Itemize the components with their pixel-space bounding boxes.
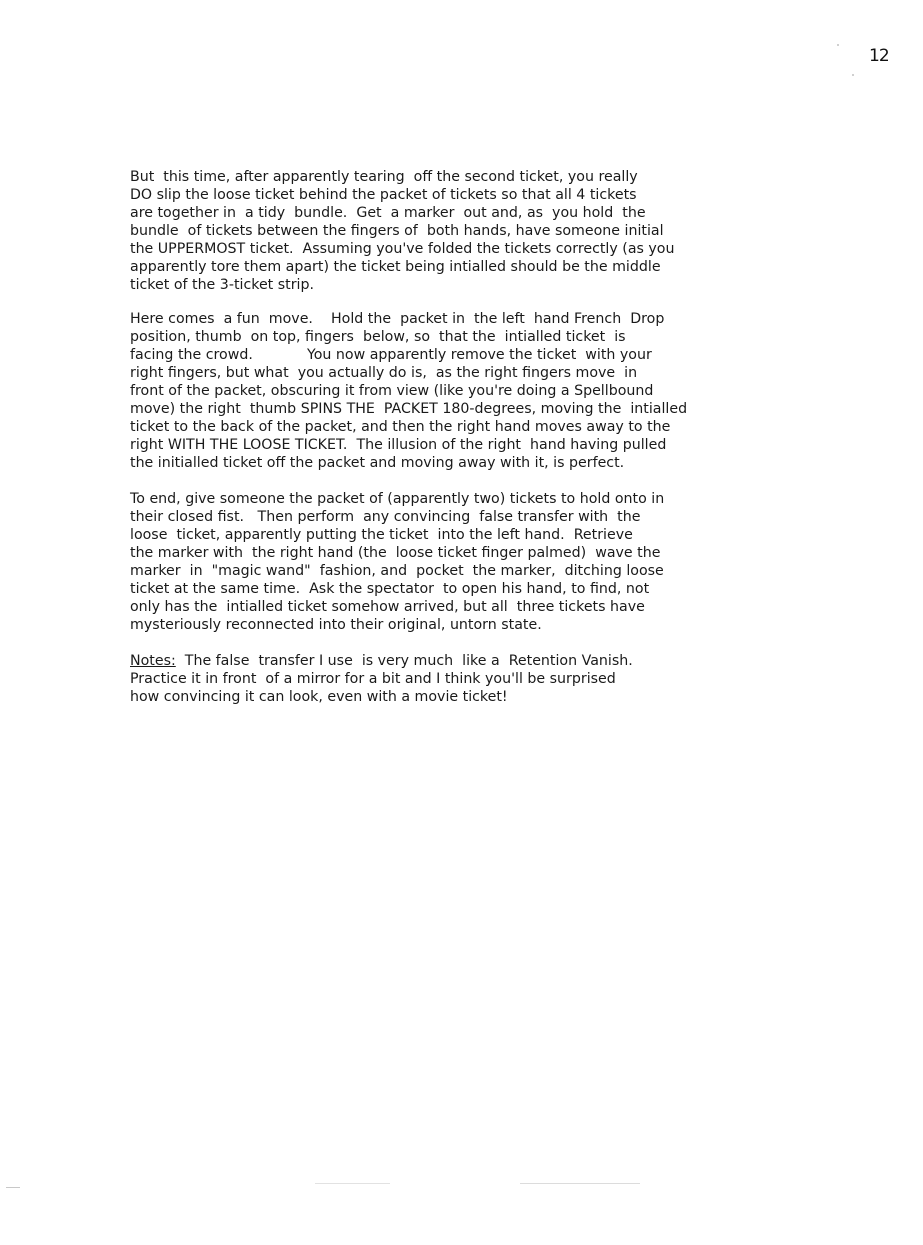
text-line: facing the crowd. You now apparently remove the ticket with your <box>130 347 652 363</box>
scan-artifact <box>520 1183 640 1184</box>
text-line <box>130 652 890 670</box>
text-line: Practice it in front of a mirror for a bit and I think you'll be surprised <box>130 671 616 687</box>
text-line: ticket at the same time. Ask the spectator to open his hand, to find, not <box>130 581 650 597</box>
text-line: the UPPERMOST ticket. Assuming you've folded the tickets correctly (as you <box>130 241 675 257</box>
text-line: mysteriously reconnected into their original, untorn state. <box>130 617 542 633</box>
paragraph-notes <box>130 652 890 706</box>
text-line: right fingers, but what you actually do is, as the right fingers move in <box>130 365 638 381</box>
text-line: the marker with the right hand (the loose ticket finger palmed) wave the <box>130 545 661 561</box>
text-line: their closed fist. Then perform any convincing false transfer with the <box>130 509 641 525</box>
text-line: Here comes a fun move. Hold the packet in the left hand French Drop <box>130 311 665 327</box>
scan-artifact <box>315 1183 390 1184</box>
text-line: DO slip the loose ticket behind the packet of tickets so that all 4 tickets <box>130 187 637 203</box>
text-line: the initialled ticket off the packet and moving away with it, is perfect. <box>130 455 625 471</box>
notes-first-line: The false transfer I use is very much like a Retention Vanish. <box>175 653 633 669</box>
text-line: apparently tore them apart) the ticket being intialled should be the middle <box>130 259 661 275</box>
text-line: bundle of tickets between the fingers of both hands, have someone initial <box>130 223 664 239</box>
paragraph-move <box>130 310 890 472</box>
text-line: only has the intialled ticket somehow arrived, but all three tickets have <box>130 599 645 615</box>
text-line: But this time, after apparently tearing off the second ticket, you really <box>130 169 638 185</box>
paragraph-setup <box>130 168 890 294</box>
page-number: 12 <box>869 46 889 66</box>
text-line: position, thumb on top, fingers below, so that the intialled ticket is <box>130 329 626 345</box>
body-text <box>130 168 890 722</box>
scan-speck <box>837 44 839 46</box>
text-line: move) the right thumb SPINS THE PACKET 180-degrees, moving the intialled <box>130 401 688 417</box>
text-line: ticket of the 3-ticket strip. <box>130 277 315 293</box>
text-line: right WITH THE LOOSE TICKET. The illusion of the right hand having pulled <box>130 437 667 453</box>
text-line: ticket to the back of the packet, and then the right hand moves away to the <box>130 419 671 435</box>
paragraph-ending <box>130 490 890 634</box>
text-line: loose ticket, apparently putting the ticket into the left hand. Retrieve <box>130 527 633 543</box>
text-line: marker in "magic wand" fashion, and pocket the marker, ditching loose <box>130 563 664 579</box>
text-line: how convincing it can look, even with a movie ticket! <box>130 689 508 705</box>
text-line: To end, give someone the packet of (apparently two) tickets to hold onto in <box>130 491 665 507</box>
text-line: are together in a tidy bundle. Get a marker out and, as you hold the <box>130 205 646 221</box>
scan-artifact <box>6 1187 20 1188</box>
notes-label: Notes: <box>130 653 176 669</box>
scan-speck <box>852 74 854 76</box>
text-line: front of the packet, obscuring it from view (like you're doing a Spellbound <box>130 383 654 399</box>
